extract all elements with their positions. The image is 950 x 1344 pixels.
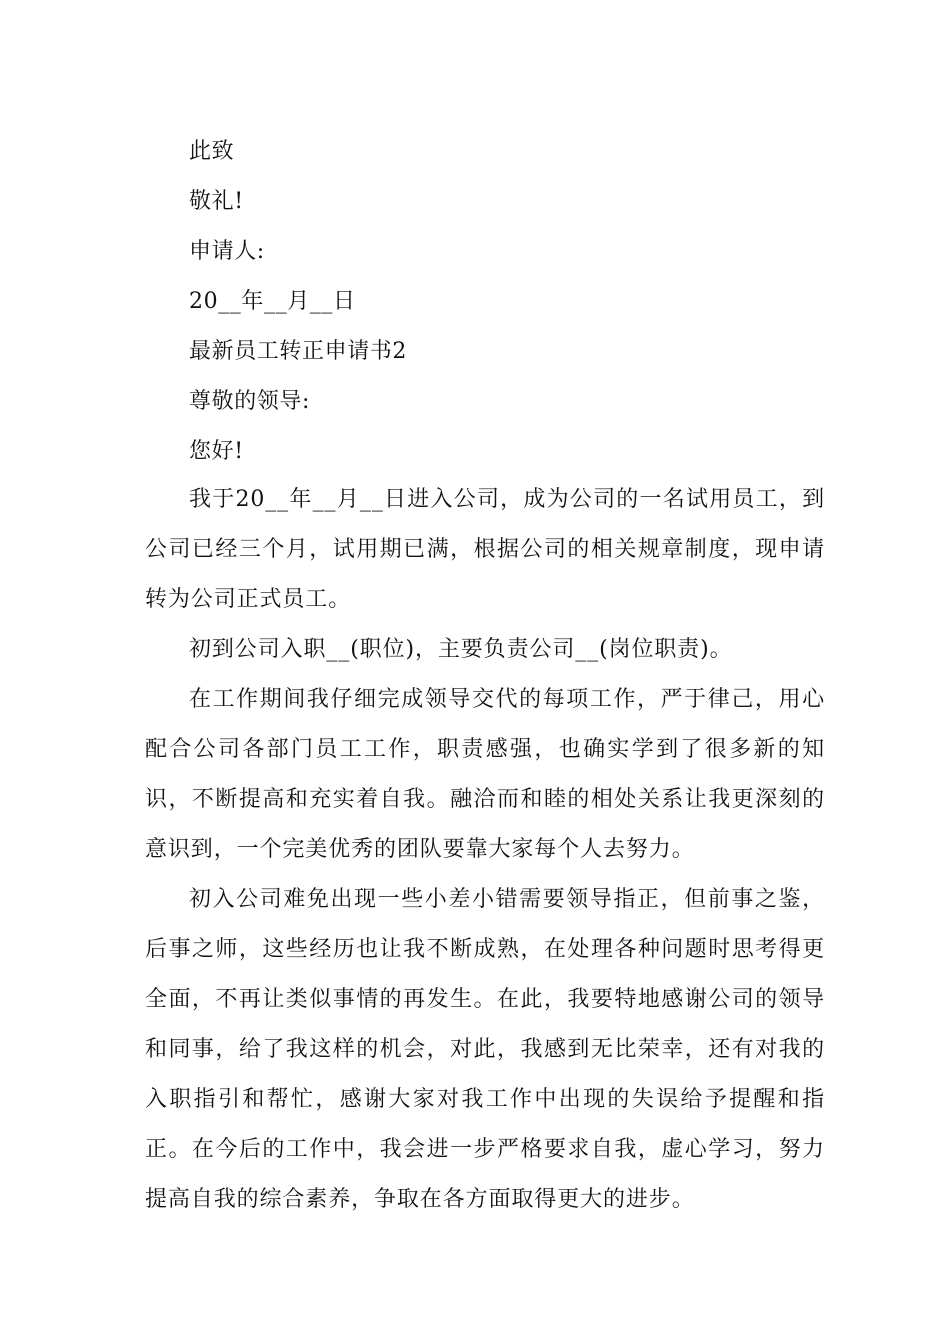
paragraph-application: 我于20__年__月__日进入公司，成为公司的一名试用员工，到公司已经三个月，试用期已满，根据公司的相关规章制度，现申请转为公司正式员工。 xyxy=(145,487,825,612)
closing-line: 此致 xyxy=(189,139,235,164)
salute-line: 敬礼! xyxy=(189,189,244,214)
greeting-line: 您好! xyxy=(189,439,244,464)
paragraph-gratitude: 初入公司难免出现一些小差小错需要领导指正，但前事之鉴，后事之师，这些经历也让我不断成熟，在处理各种问题时思考得更全面，不再让类似事情的再发生。在此，我要特地感谢公司的领导和同事，给了我这样的机会，对此，我感到无比荣幸，还有对我的入职指引和帮忙，感谢大家对我工作中出现的失误给予提醒和指正。在今后的工作中，我会进一步严格要求自我，虚心学习，努力提高自我的综合素养，争取在各方面取得更大的进步。 xyxy=(145,887,825,1212)
date-line: 20__年__月__日 xyxy=(189,289,356,314)
section-title: 最新员工转正申请书2 xyxy=(189,339,407,364)
applicant-label: 申请人: xyxy=(189,239,265,264)
paragraph-position: 初到公司入职__(职位)，主要负责公司__(岗位职责)。 xyxy=(189,637,733,662)
paragraph-work-period: 在工作期间我仔细完成领导交代的每项工作，严于律己，用心配合公司各部门员工工作，职责感强，也确实学到了很多新的知识，不断提高和充实着自我。融洽而和睦的相处关系让我更深刻的意识到，一个完美优秀的团队要靠大家每个人去努力。 xyxy=(145,687,825,862)
recipient-line: 尊敬的领导: xyxy=(189,389,311,414)
